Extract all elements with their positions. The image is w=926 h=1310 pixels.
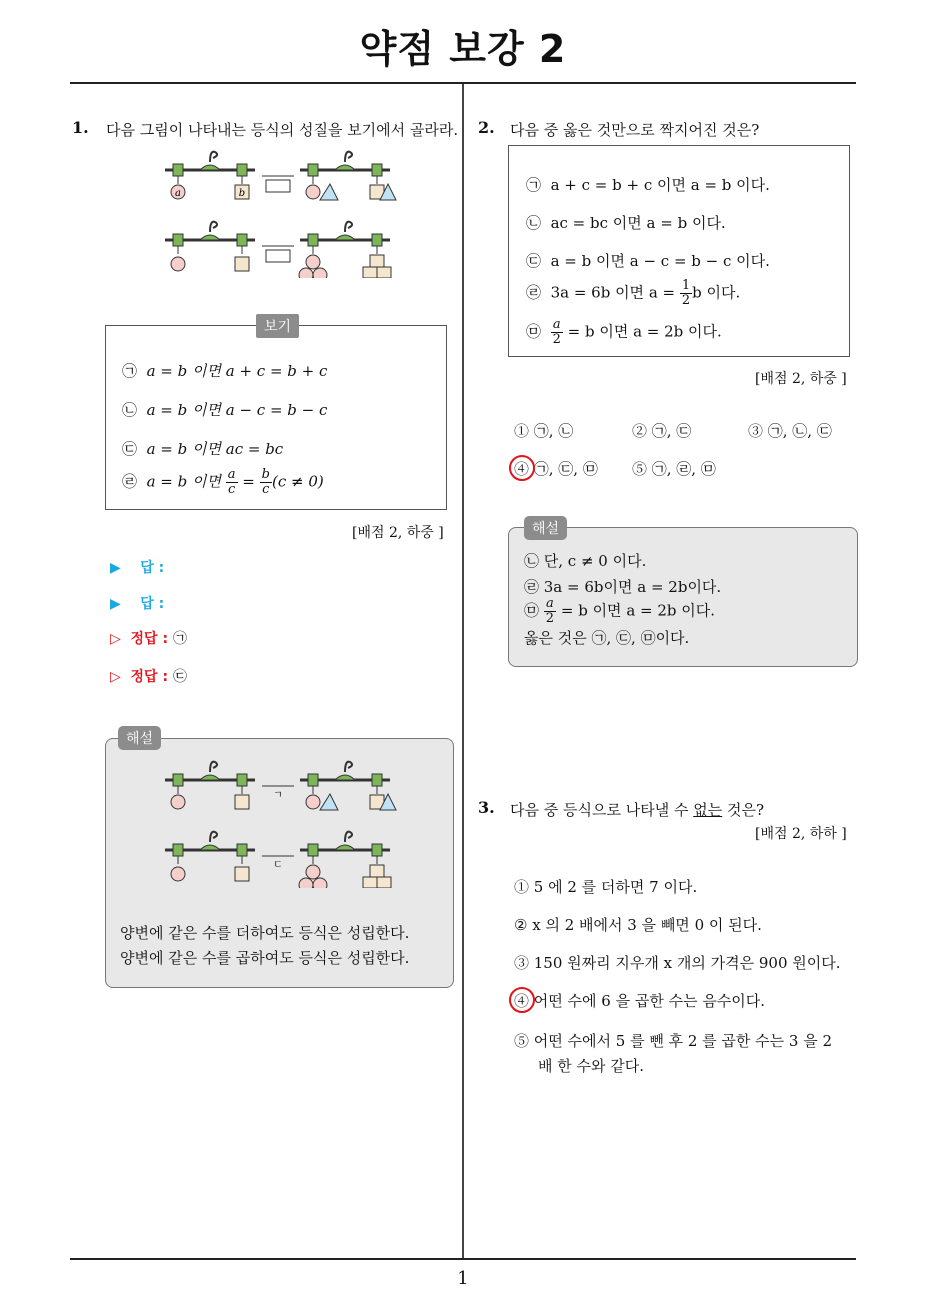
q2-explanation-label: 해설	[524, 516, 567, 540]
q3-choice-1[interactable]: ① 5 에 2 를 더하면 7 이다.	[514, 878, 698, 896]
q1-score: [배점 2, 하중 ]	[352, 525, 444, 541]
q3-number: 3.	[478, 798, 495, 817]
q1-balance-figure	[160, 150, 400, 278]
q3-choice-4[interactable]: ④ 어떤 수에 6 을 곱한 수는 음수이다.	[514, 992, 766, 1010]
q2-text: 다음 중 옳은 것만으로 짝지어진 것은?	[510, 121, 760, 139]
bogi-option-3: ㉢ a = b 이면 ac = bc	[122, 440, 284, 458]
q2-score: [배점 2, 하중 ]	[755, 371, 847, 387]
q2-choice-1[interactable]: ① ㉠, ㉡	[514, 422, 574, 440]
q2-explanation-line-4: 옳은 것은 ㉠, ㉢, ㉤이다.	[524, 629, 690, 647]
page-title: 약점 보강 2	[359, 27, 567, 71]
q2-explanation-line-3: ㉤ $\frac{a}{2}$ = b 이면 a = 2b 이다.	[524, 596, 716, 626]
q2-choice-4[interactable]: ④ ㉠, ㉢, ㉤	[514, 460, 598, 478]
answer-row-4: ▷ 정답 : ㉢	[110, 669, 187, 685]
q1-explanation-line-1: 양변에 같은 수를 더하여도 등식은 성립한다.	[120, 924, 410, 942]
q2-choice-5[interactable]: ⑤ ㉠, ㉣, ㉤	[632, 460, 716, 478]
q2-choice-2[interactable]: ② ㉠, ㉢	[632, 422, 692, 440]
answer-row-3: ▷ 정답 : ㉠	[110, 631, 187, 647]
q1-explanation-label: 해설	[118, 726, 161, 750]
q2-statement-1: ㉠ a + c = b + c 이면 a = b 이다.	[526, 176, 770, 194]
q3-choice-5-cont: 배 한 수와 같다.	[538, 1057, 645, 1075]
q1-number: 1.	[72, 118, 89, 137]
q2-statement-2: ㉡ ac = bc 이면 a = b 이다.	[526, 214, 726, 232]
arrow-mark-1: ㄱ	[273, 790, 283, 801]
bogi-label: 보기	[256, 314, 299, 338]
q3-choice-5[interactable]: ⑤ 어떤 수에서 5 를 뺀 후 2 를 곱한 수는 3 을 2	[514, 1032, 833, 1050]
q2-statement-5: ㉤ $\frac{a}{2}$ = b 이면 a = 2b 이다.	[526, 317, 722, 347]
answer-row-2: ▶ 답 :	[110, 596, 165, 612]
fig-label-a: a	[175, 188, 181, 199]
arrow-mark-2: ㄷ	[273, 860, 283, 871]
q2-explanation-line-2: ㉣ 3a = 6b이면 a = 2b이다.	[524, 578, 722, 596]
q2-number: 2.	[478, 118, 495, 137]
q3-choice-3[interactable]: ③ 150 원짜리 지우개 x 개의 가격은 900 원이다.	[514, 954, 841, 972]
fig-label-b: b	[238, 188, 246, 199]
q2-statement-4: ㉣ 3a = 6b 이면 a = $\frac{1}{2}$ b 이다.	[526, 278, 741, 308]
q2-choice-3[interactable]: ③ ㉠, ㉡, ㉢	[748, 422, 832, 440]
page-number: 1	[457, 1268, 469, 1289]
footer-rule	[70, 1258, 856, 1260]
q2-selected-circle	[509, 455, 535, 481]
q2-statement-3: ㉢ a = b 이면 a − c = b − c 이다.	[526, 252, 770, 270]
answer-row-1: ▶ 답 :	[110, 560, 165, 576]
q1-explanation-figure	[160, 760, 400, 888]
q3-score: [배점 2, 하하 ]	[755, 826, 847, 842]
bogi-option-1: ㉠ a = b 이면 a + c = b + c	[122, 362, 328, 380]
q3-selected-circle	[509, 987, 535, 1013]
q2-explanation-line-1: ㉡ 단, c ≠ 0 이다.	[524, 552, 647, 570]
q3-choice-2[interactable]: ② x 의 2 배에서 3 을 빼면 0 이 된다.	[514, 916, 762, 934]
q3-text: 다음 중 등식으로 나타낼 수 없는 것은?	[510, 801, 765, 819]
bogi-option-2: ㉡ a = b 이면 a − c = b − c	[122, 401, 328, 419]
bogi-option-4: ㉣ a = b 이면 $\frac{a}{c}$ = $\frac{b}{c}$ (c ≠ 0)	[122, 467, 324, 497]
q1-text: 다음 그림이 나타내는 등식의 성질을 보기에서 골라라.	[106, 121, 459, 139]
q1-explanation-line-2: 양변에 같은 수를 곱하여도 등식은 성립한다.	[120, 949, 410, 967]
column-divider	[462, 84, 464, 1260]
